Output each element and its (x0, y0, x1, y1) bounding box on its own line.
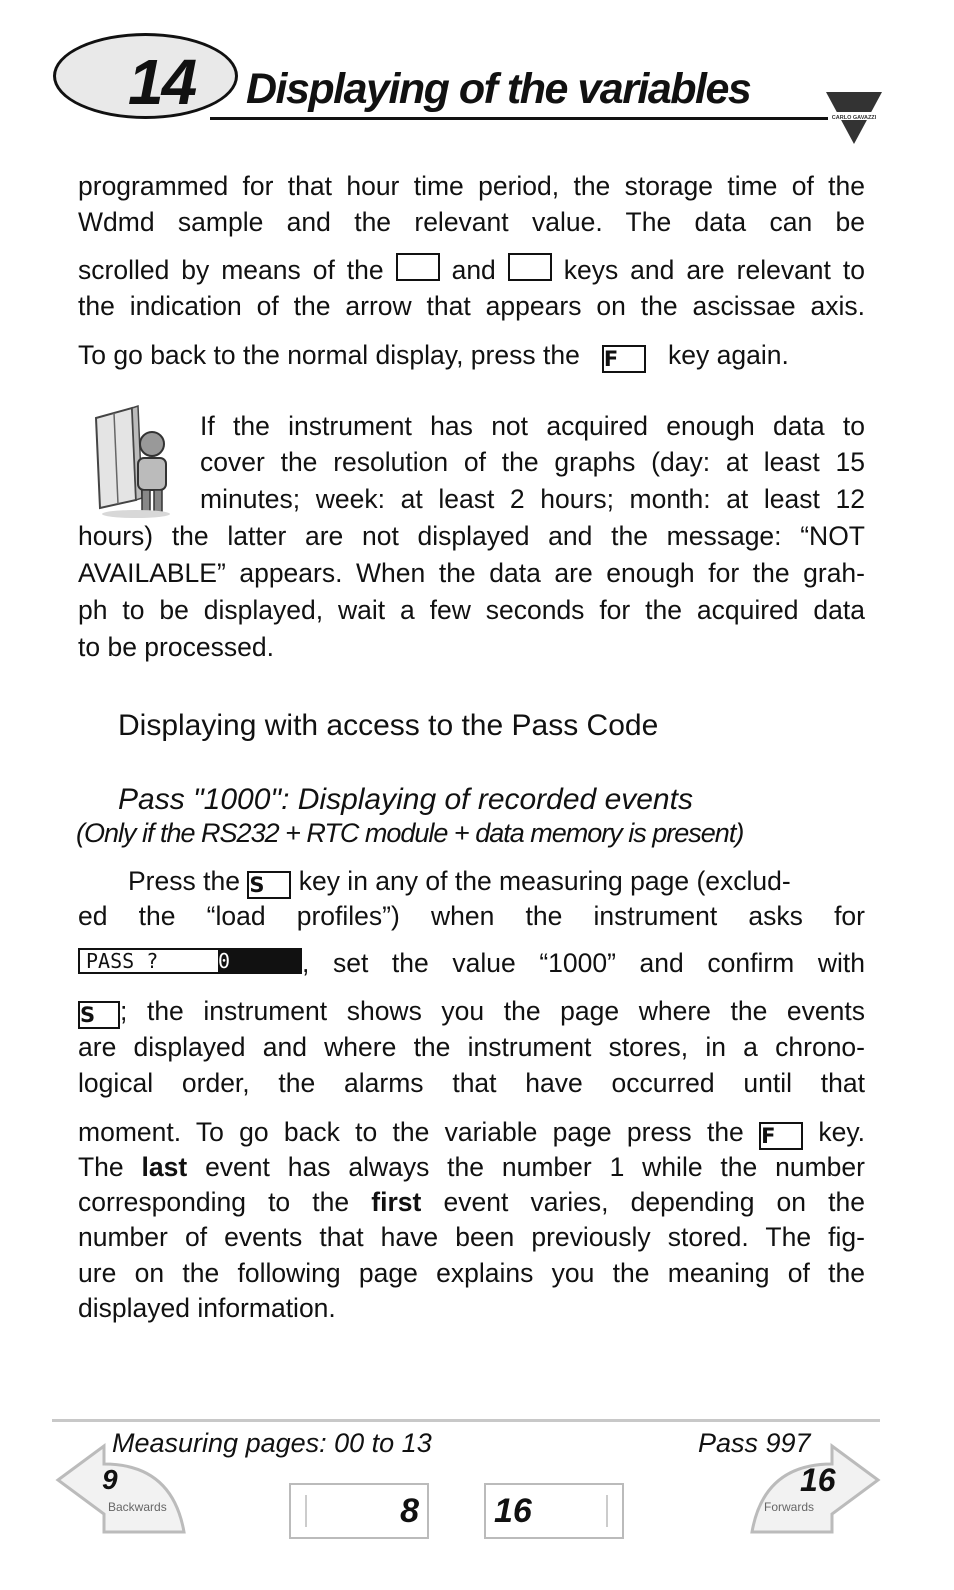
text-fragment: The (78, 1152, 124, 1182)
note-line: to be processed. (78, 632, 274, 662)
down-key-icon (508, 253, 552, 281)
pass-display (78, 948, 302, 974)
page-box-tick (305, 1495, 307, 1527)
note-line: minutes; week: at least 2 hours; month: at least 12 (200, 484, 865, 514)
text-fragment: moment. To go back to the variable page press the (78, 1117, 744, 1147)
forward-label: Forwards (764, 1500, 815, 1514)
s-key-icon: S (78, 1001, 120, 1029)
section-heading: Displaying with access to the Pass Code (118, 709, 659, 742)
paragraph-line (78, 1114, 865, 1150)
note-line: If the instrument has not acquired enough data to (200, 411, 865, 441)
note-line: cover the resolution of the graphs (day: at least 15 (200, 447, 865, 477)
forward-button[interactable] (742, 1438, 882, 1540)
text-fragment: key. (818, 1117, 865, 1147)
text-fragment: key in any of the measuring page (exclud- (298, 866, 791, 896)
footer-rule (52, 1419, 880, 1422)
total-pages-number: 16 (494, 1492, 532, 1530)
s-key-icon: S (247, 871, 291, 899)
paragraph-line: logical order, the alarms that have occurred until that (78, 1068, 865, 1098)
paragraph-line (78, 1184, 865, 1220)
paragraph-line (78, 945, 865, 981)
paragraph-line (128, 863, 865, 899)
back-arrow-icon (54, 1438, 194, 1540)
header-rule (210, 117, 850, 120)
bold-word: last (141, 1152, 188, 1182)
brand-logo-icon (826, 92, 882, 146)
paragraph-line (78, 1149, 865, 1185)
paragraph-line: displayed information. (78, 1293, 336, 1323)
forward-page-number: 16 (800, 1462, 836, 1498)
f-key-icon: F (602, 345, 646, 373)
paragraph-line: are displayed and where the instrument stores, in a chrono- (78, 1032, 865, 1062)
section-subnote: (Only if the RS232 + RTC module + data memory is present) (76, 818, 744, 848)
text-fragment: corresponding to the (78, 1187, 350, 1217)
paragraph-line: programmed for that hour time period, the storage time of the (78, 171, 865, 201)
note-line: AVAILABLE” appears. When the data are enough for the grah- (78, 558, 865, 588)
total-page-box (484, 1483, 624, 1539)
back-page-number: 9 (102, 1464, 118, 1495)
back-label: Backwards (108, 1500, 167, 1514)
bold-word: first (371, 1187, 422, 1217)
page-box-tick (606, 1495, 608, 1527)
paragraph-line (78, 337, 865, 373)
text-fragment: event has always the number 1 while the number (205, 1152, 865, 1182)
paragraph-line: the indication of the arrow that appears on the ascissae axis. (78, 291, 865, 321)
section-subheading: Pass "1000": Displaying of recorded events (118, 783, 693, 816)
paragraph-line: number of events that have been previously stored. The fig- (78, 1222, 865, 1252)
text-fragment: , set the value “1000” and confirm with (302, 948, 865, 978)
note-line: hours) the latter are not displayed and the message: “NOT (78, 521, 865, 551)
brand-text: CARLO GAVAZZI (831, 115, 877, 121)
paragraph-line: ure on the following page explains you the meaning of the (78, 1258, 865, 1288)
chapter-number: 14 (128, 46, 196, 118)
current-page-box (289, 1483, 429, 1539)
text-fragment: Press the (128, 866, 240, 896)
footer-measuring-pages: Measuring pages: 00 to 13 (112, 1428, 432, 1458)
text-fragment: ; the instrument shows you the page where the events (120, 996, 865, 1026)
footer-pass: Pass 997 (698, 1428, 811, 1458)
up-key-icon (396, 253, 440, 281)
paragraph-line: Wdmd sample and the relevant value. The data can be (78, 207, 865, 237)
current-page-number: 8 (400, 1492, 419, 1530)
text-fragment: key again. (668, 340, 789, 370)
note-line: ph to be displayed, wait a few seconds for the acquired data (78, 595, 865, 625)
text-fragment: scrolled by means of the (78, 255, 384, 285)
text-fragment: To go back to the normal display, press the (78, 340, 580, 370)
text-fragment: keys and are relevant to (563, 255, 865, 285)
paragraph-line (78, 252, 865, 288)
chapter-title: Displaying of the variables (246, 65, 751, 113)
paragraph-line: ed the “load profiles”) when the instrument asks for (78, 901, 865, 931)
paragraph-line (78, 993, 865, 1029)
text-fragment: and (451, 255, 496, 285)
back-button[interactable] (54, 1438, 194, 1540)
reading-man-icon (92, 404, 180, 520)
pass-display-label: PASS ? (86, 949, 159, 973)
pass-display-value: 0 (218, 950, 300, 972)
text-fragment: event varies, depending on the (443, 1187, 865, 1217)
f-key-icon: F (759, 1122, 803, 1150)
